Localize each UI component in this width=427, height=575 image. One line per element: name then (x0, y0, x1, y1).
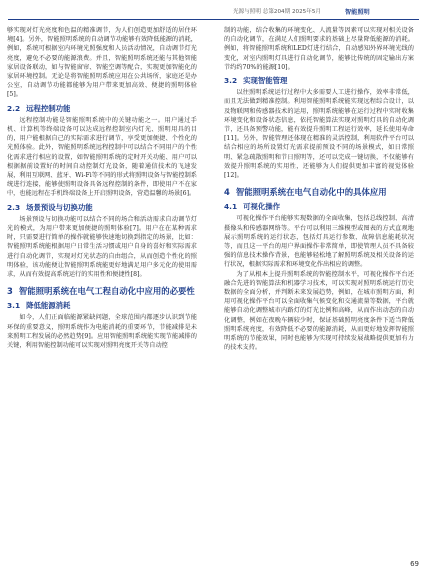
heading-number: 2.2 (7, 103, 21, 113)
heading-title: 智能照明系统在电气工程自动化中应用的必要性 (18, 286, 195, 297)
heading-number: 2.3 (7, 202, 21, 212)
paragraph: 远程控制功能是智能照明系统中的关键功能之一。用户通过手机、计算机等终端设备可以达成远程控制室内灯光、照明用具的目的，用户能根据自己的实际需求进行调节，享受更加便捷、个性化的光照体验。此外，智能照明系统远程控制中可以结合不同用户的个性化需求进行相应的设置，如智能照明系统的定时开关功能、用户可以根据据前设置好的时间自动控制灯光设备，随着通信技术的飞速发展，利用互联网、蓝牙、Wi-Fi等不同的形式将照明设备与智能控制系统进行连接，能够使照明设备具备远程控制的条件，即使用户不在家中，也能远程在手机终端设备上开启照明设备，营造温馨的场景[6]。 (7, 116, 197, 198)
left-column (7, 26, 197, 556)
section-heading-2-2 (7, 104, 197, 113)
heading-number: 3.2 (224, 76, 238, 86)
page-number: 69 (410, 560, 419, 568)
heading-number: 3 (7, 286, 13, 297)
chapter-heading-3 (7, 285, 197, 297)
header-rule (8, 19, 419, 20)
section-heading-4-1 (224, 202, 414, 211)
chapter-heading-4 (224, 186, 414, 198)
right-column (224, 26, 414, 556)
page-header (0, 0, 427, 20)
heading-title: 远程控制功能 (26, 103, 71, 113)
section-label: 智能照明 (345, 9, 370, 16)
heading-title: 可视化操作 (243, 202, 281, 212)
heading-title: 实现智能管理 (243, 76, 288, 86)
journal-info: 光源与照明 总第204期 2025年5月 (233, 9, 321, 15)
section-heading-2-3 (7, 203, 197, 212)
section-heading-3-2 (224, 76, 414, 85)
heading-number: 3.1 (7, 301, 21, 311)
heading-title: 智能照明系统在电气自动化中的具体应用 (235, 187, 387, 198)
paragraph: 可视化操作平台能够实现数据的全面收集，包括总线控制、高清摄像头和传感器网络等。平台可以利用三维模型或图表的方式直观地展示照明系统的运行状态，包括灯具运行参数、故障信息能耗状况等，而且这一平台的用户界面操作非常简单，即使管理人员不具备较强的信息技术操作背景，也能够轻松地了解照明系统及相关设备的运行状况，根据实际需求和环境变化作出相应的调整。 (224, 215, 414, 269)
paragraph: 以往照明系统运行过程中大多需要人工进行操作，效率非常低，而且无法做到精准控制。利用智能照明系统能实现远程综合设计，以及物联网和传感器技术的运用，照明系统能够在运行过程中实时收集环境变化和设备状态信息，依托智能算法实现对照明灯具的自动化调节，还具备预警功能，能有效提升照明工程运行效率，延长使用寿命[11]。另外，智能管理还体现在精准的灵活控制，利用软件平台可以结合相应的场所设置灯光需求提前预设不同的场景模式，如日常照明、紧急疏散照明和节日照明等，还可以完成一键切换，不仅能够有效提升照明系统的实用性，还能够为人们提供更加丰富的视觉体验[12]。 (224, 89, 414, 180)
heading-number: 4.1 (224, 202, 238, 212)
paragraph: 为了从根本上提升照明系统的智能控制水平，可视化操作平台还融合先进的智能算法和机器学习技术，可以实现对照明系统运行历史数据的全面分析，并判断未来发展趋势，例如，在城市照明方面，利用可视化操作平台可以全面收集气候变化和交通流量等数据，平台就能够自动化调整城市内路灯的灯光比例和高峰，从而作出动态的自动化调整，例如在夜晚车辆较少时，保证基础照明亮度条件下适当降低照明系统亮度，有效降低不必要的能源消耗，从而更好地发挥智能照明系统的节能效果，同时也能够为实现可持续发展战略提供更加有力的技术支持。 (224, 270, 414, 352)
paragraph: 制的功能，结合收集的环境变化、人流量等因素可以实现对相关设备的自动化调节，在满足人们照明要求的基础上尽量降低能源的消耗。例如，将智能照明系统和LED灯进行结合，自动感知外界环境光线的变化，对室内照明灯具进行自动化调节，能够比传统的固定输出方案节约约70%的能源[10]。 (224, 27, 414, 71)
paragraph: 够实现对灯光亮度和色温的精准调节，为人们创造更加舒适的居住环境[4]。另外，智能照明系统的自动调节功能够有效降低能源的消耗，例如，系统可根据室内环境光照强度和人员活动情况，自动调节灯光亮度，避免不必要的能源浪费。并且，智能照明系统还能与其他智能家居设备联动，如与智能窗帘、智能空调等配合，实现更加智能化的家居环境控制。无论是将智能照明系统应用在公共场所，家庭还是办公室，自动调节功能都能够为用户带来更加高效、便捷的照明体验[5]。 (7, 27, 197, 99)
heading-title: 场景预设与切换功能 (26, 202, 93, 212)
heading-number: 4 (224, 187, 230, 198)
paragraph: 场景预设与切换功能可以结合不同的场合和活动需求自动调节灯光的模式，为用户带来更加便捷的照明体验[7]。用户在在某种需求时，只需要进行简单的操作就能够快速地切换到指定的场景，比如：智能照明系统能根据用户日常生活习惯或用户自身的喜好和实际需求进行自动化调节，实现对灯光状态的自由组合，从而创造个性化的照明体验，该功能便让智能照明系统能更好地满足用户多元化的使用需求，从而有效提高系统运行的实用性和便捷性[8]。 (7, 215, 197, 279)
section-heading-3-1 (7, 301, 197, 310)
heading-title: 降低能源消耗 (26, 301, 71, 311)
paragraph: 如今，人们正面临能源紧缺问题，全球范围内都逐步认识到节能环保的重要意义，照明系统作为电能消耗的重要环节，节能减排是未来照明工程发展的必然趋势[9]。应用智能照明系统能实现节能减排的关键，利用智能控制功能可以实现对照明亮度开关等自动控 (7, 314, 197, 350)
